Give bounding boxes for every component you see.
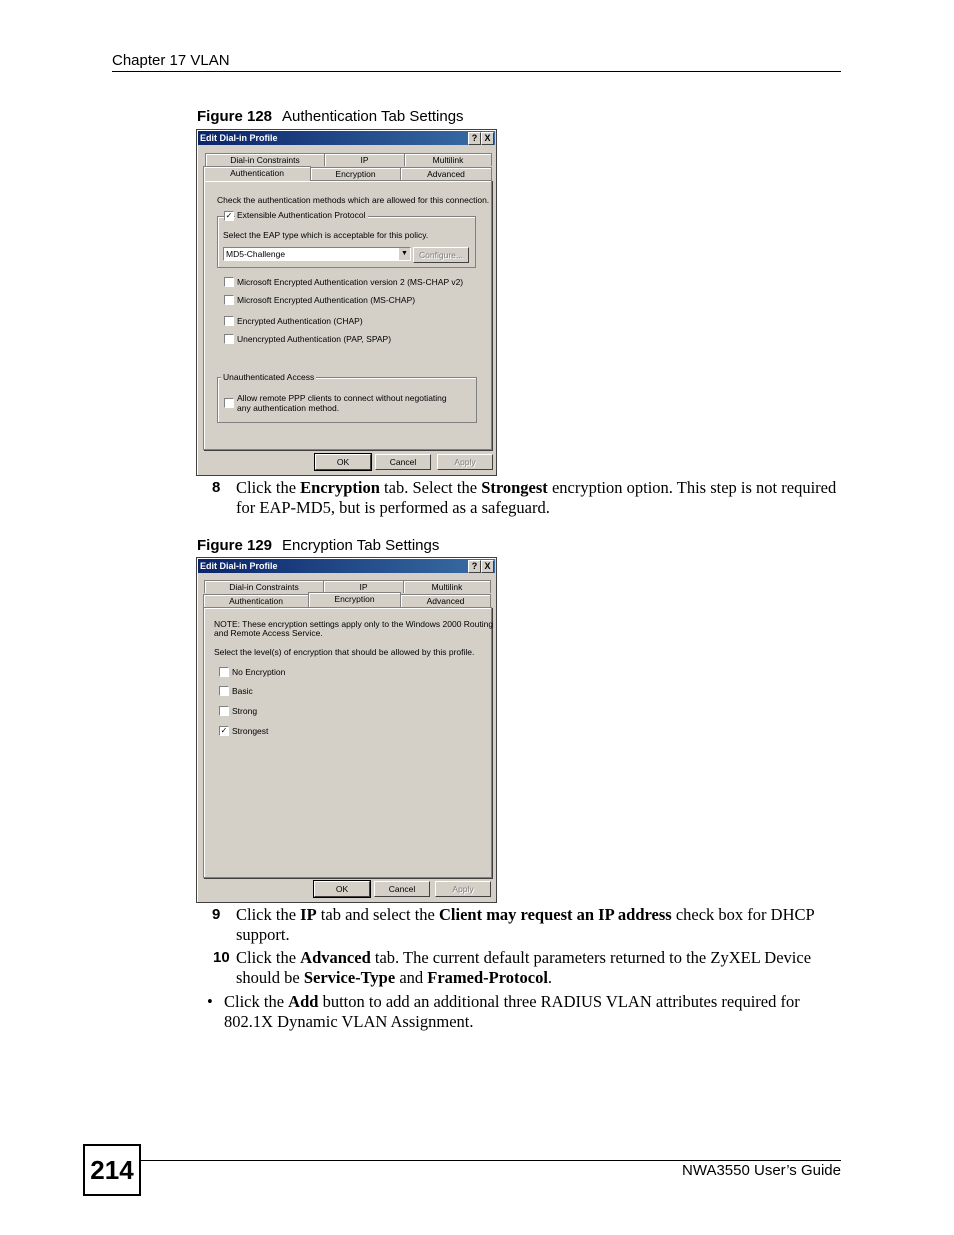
figure-129-number: Figure 129	[197, 537, 273, 554]
step-8-text-2: tab. Select the	[379, 478, 482, 497]
pap-spap-label: Unencrypted Authentication (PAP, SPAP)	[237, 334, 392, 344]
tab-advanced[interactable]: Advanced	[400, 594, 491, 607]
help-icon[interactable]: ?	[468, 132, 481, 145]
strong-checkbox[interactable]	[219, 706, 229, 716]
strongest-label: Strongest	[232, 726, 269, 736]
eap-type-select[interactable]	[223, 247, 411, 261]
step-10	[213, 948, 846, 988]
no-encryption-checkbox[interactable]	[219, 667, 229, 677]
unauth-label-line1: Allow remote PPP clients to connect without negotiating	[237, 393, 447, 403]
pap-spap-checkbox[interactable]	[224, 334, 234, 344]
tab-advanced[interactable]: Advanced	[400, 167, 492, 180]
step-10-bold-1: Advanced	[300, 948, 371, 967]
step-8	[212, 478, 846, 518]
no-encryption-label: No Encryption	[232, 667, 286, 677]
step-10-text-3: and	[395, 968, 428, 987]
step-9-text-1: Click the	[236, 905, 301, 924]
strongest-checkbox[interactable]	[219, 726, 229, 736]
step-9-bold-1: IP	[300, 905, 317, 924]
encryption-dialog	[196, 557, 497, 903]
step-10-text-1: Click the	[236, 948, 301, 967]
header-rule	[112, 71, 841, 72]
step-8-number: 8	[212, 479, 221, 496]
step-8-text-3: encryption option. This step is not required for EAP-MD5, but is performed as a safeguard.	[236, 478, 837, 517]
step-9-text-2: tab and select the	[316, 905, 439, 924]
strong-label: Strong	[232, 706, 258, 716]
basic-checkbox[interactable]	[219, 686, 229, 696]
close-icon[interactable]: X	[481, 560, 494, 573]
ok-button[interactable]: OK	[315, 454, 371, 470]
step-10-text-4: .	[547, 968, 553, 987]
bullet-mark: •	[207, 992, 213, 1011]
unauth-label-line2: any authentication method.	[237, 403, 340, 413]
tab-multilink[interactable]: Multilink	[403, 580, 491, 593]
chap-label: Encrypted Authentication (CHAP)	[237, 316, 363, 326]
apply-button[interactable]: Apply	[437, 454, 493, 470]
step-10-number: 10	[213, 949, 230, 966]
tab-encryption[interactable]: Encryption	[308, 592, 401, 607]
help-icon[interactable]: ?	[468, 560, 481, 573]
auth-intro-text: Check the authentication methods which are allowed for this connection.	[217, 195, 490, 205]
tab-authentication[interactable]: Authentication	[203, 594, 309, 607]
step-9	[212, 905, 846, 945]
chap-checkbox[interactable]	[224, 316, 234, 326]
tab-ip[interactable]: IP	[324, 153, 405, 166]
ms-chap-v2-checkbox[interactable]	[224, 277, 234, 287]
bullet-text-1: Click the	[224, 992, 289, 1011]
guide-title: NWA3550 User’s Guide	[682, 1162, 841, 1179]
auth-dialog-title: Edit Dial-in Profile	[200, 133, 278, 143]
step-9-number: 9	[212, 906, 221, 923]
close-icon[interactable]: X	[481, 132, 494, 145]
note-line-1: NOTE: These encryption settings apply only to the Windows 2000 Routing	[214, 619, 494, 629]
encryption-dialog-title: Edit Dial-in Profile	[200, 561, 278, 571]
chapter-header: Chapter 17 VLAN	[112, 52, 230, 69]
figure-129-title: Encryption Tab Settings	[282, 537, 440, 554]
step-10-bold-2: Service-Type	[303, 968, 396, 987]
figure-128-title: Authentication Tab Settings	[282, 108, 464, 125]
auth-dialog	[196, 129, 497, 476]
tab-encryption[interactable]: Encryption	[310, 167, 401, 180]
step-8-bold-1: Encryption	[300, 478, 380, 497]
configure-button[interactable]: Configure...	[413, 247, 469, 263]
step-10-bold-3: Framed-Protocol	[427, 968, 548, 987]
chevron-down-icon[interactable]: ▼	[398, 248, 410, 260]
tab-dial-in-constraints[interactable]: Dial-in Constraints	[204, 580, 324, 593]
auth-dialog-titlebar	[198, 131, 495, 145]
tab-dial-in-constraints[interactable]: Dial-in Constraints	[205, 153, 325, 166]
cancel-button[interactable]: Cancel	[375, 454, 431, 470]
apply-button[interactable]: Apply	[435, 881, 491, 897]
step-8-bold-2: Strongest	[481, 478, 548, 497]
unauth-checkbox[interactable]	[224, 398, 234, 408]
ok-button[interactable]: OK	[314, 881, 370, 897]
check-icon: ✓	[225, 211, 233, 220]
eap-select-label: Select the EAP type which is acceptable for this policy.	[223, 230, 429, 240]
bullet-bold-1: Add	[288, 992, 319, 1011]
ms-chap-v2-label: Microsoft Encrypted Authentication version 2 (MS-CHAP v2)	[237, 277, 464, 287]
figure-128-caption	[197, 108, 464, 125]
figure-128-number: Figure 128	[197, 108, 273, 125]
bullet-text-2: button to add an additional three RADIUS VLAN attributes required for 802.1X Dynamic VLAN Assignment.	[224, 992, 800, 1031]
step-10-text-2: tab. The current default parameters returned to the ZyXEL Device should be	[236, 948, 812, 987]
bullet-item	[207, 992, 844, 1032]
step-8-text-1: Click the	[236, 478, 301, 497]
page-number: 214	[83, 1144, 141, 1196]
footer-rule	[141, 1160, 841, 1161]
unauth-group-title: Unauthenticated Access	[223, 372, 315, 382]
cancel-button[interactable]: Cancel	[374, 881, 430, 897]
figure-129-caption	[197, 537, 439, 554]
eap-checkbox[interactable]	[224, 211, 234, 221]
basic-label: Basic	[232, 686, 253, 696]
check-icon: ✓	[220, 726, 228, 735]
encryption-select-label: Select the level(s) of encryption that should be allowed by this profile.	[214, 647, 475, 657]
tab-ip[interactable]: IP	[323, 580, 404, 593]
eap-checkbox-label: Extensible Authentication Protocol	[237, 210, 366, 220]
eap-type-value: MD5-Challenge	[226, 249, 286, 259]
tab-authentication[interactable]: Authentication	[203, 166, 311, 181]
tab-multilink[interactable]: Multilink	[404, 153, 492, 166]
encryption-dialog-titlebar	[198, 559, 495, 573]
ms-chap-label: Microsoft Encrypted Authentication (MS-CHAP)	[237, 295, 416, 305]
step-9-bold-2: Client may request an IP address	[438, 905, 672, 924]
note-line-2: and Remote Access Service.	[214, 628, 323, 638]
ms-chap-checkbox[interactable]	[224, 295, 234, 305]
step-9-text-3: check box for DHCP support.	[236, 905, 815, 944]
